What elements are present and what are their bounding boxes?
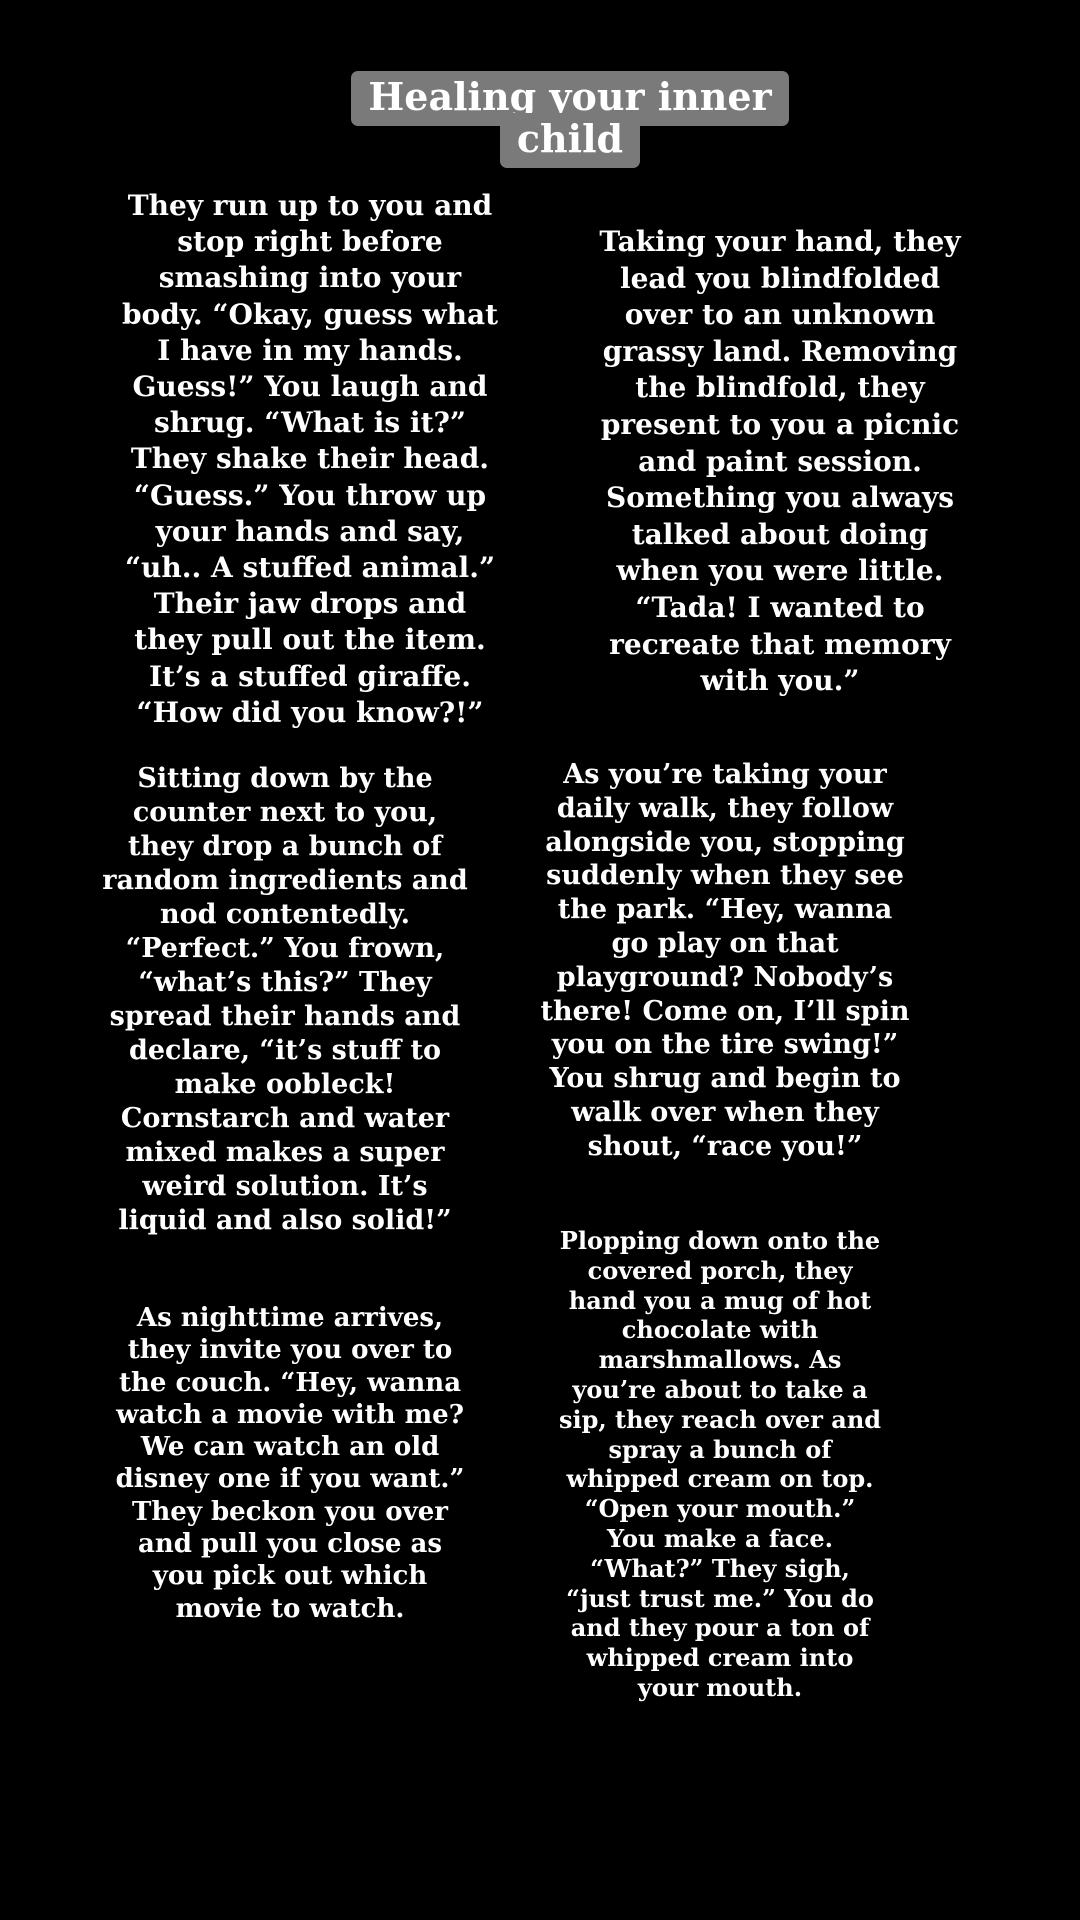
title-container	[340, 76, 800, 160]
story-paragraph-movie: As nighttime arrives, they invite you over to the couch. “Hey, wanna watch a movie with me? We can watch an old disney one if you want.” They beckon you over and pull you close as you pick out which movie to watch.	[115, 1303, 465, 1624]
story-paragraph-hot-chocolate: Plopping down onto the covered porch, they hand you a mug of hot chocolate with marshmallows. As you’re about to take a sip, they reach over and spray a bunch of whipped cream on top. “Open your mouth.” You make a face. “What?” They sigh, “just trust me.” You do and they pour a ton of whipped cream into your mouth.	[558, 1226, 882, 1702]
page-title: Healing your inner child	[351, 71, 788, 168]
story-paragraph-picnic: Taking your hand, they lead you blindfolded over to an unknown grassy land. Removing the blindfold, they present to you a picnic and paint session. Something you always talked about doing when you were little. “Tada! I wanted to recreate that memory with you.”	[599, 225, 961, 698]
story-paragraph-giraffe: They run up to you and stop right before smashing into your body. “Okay, guess what I have in my hands. Guess!” You laugh and shrug. “What is it?” They shake their head. “Guess.” You throw up your hands and say, “uh.. A stuffed animal.” Their jaw drops and they pull out the item. It’s a stuffed giraffe. “How did you know?!”	[121, 189, 499, 729]
story-paragraph-oobleck: Sitting down by the counter next to you, they drop a bunch of random ingredients and nod contentedly. “Perfect.” You frown, “what’s this?” They spread their hands and declare, “it’s stuff to make oobleck! Cornstarch and water mixed makes a super weird solution. It’s liquid and also solid!”	[102, 763, 468, 1236]
story-paragraph-playground: As you’re taking your daily walk, they follow alongside you, stopping suddenly when they see the park. “Hey, wanna go play on that playground? Nobody’s there! Come on, I’ll spin you on the tire swing!” You shrug and begin to walk over when they shout, “race you!”	[540, 759, 910, 1162]
